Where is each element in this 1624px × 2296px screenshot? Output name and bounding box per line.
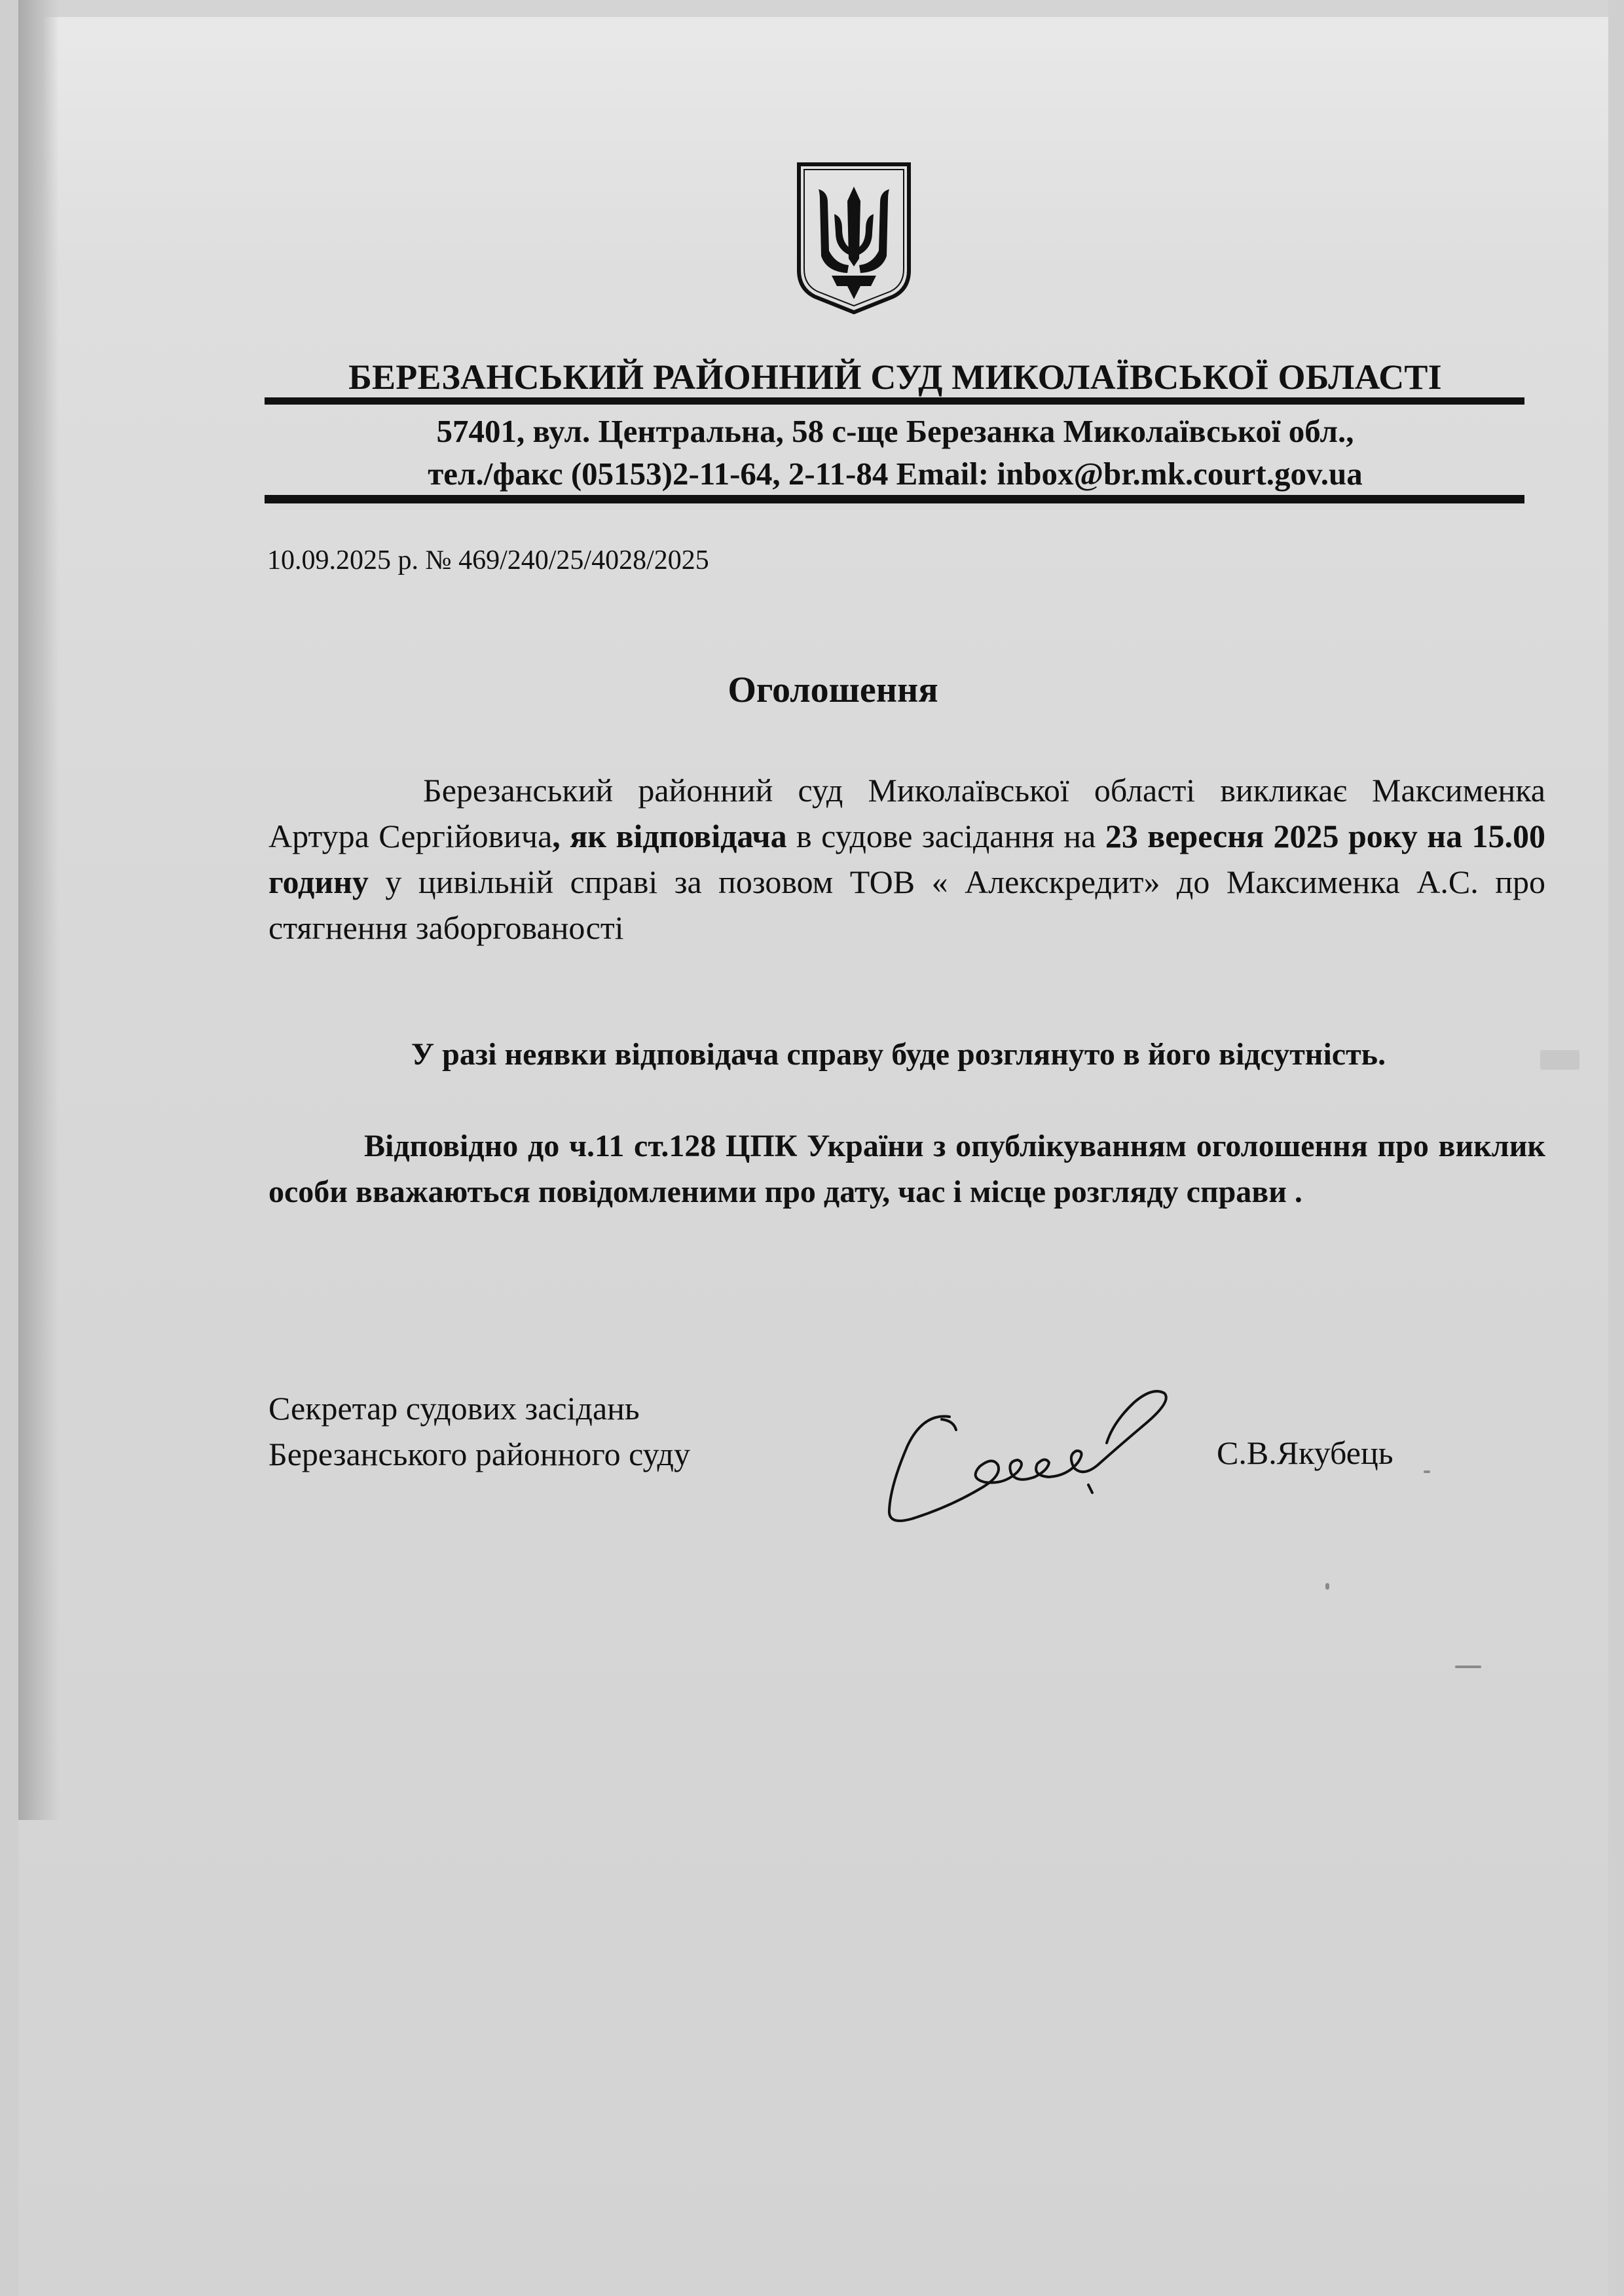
scan-edge-left xyxy=(0,0,18,2296)
signatory-position-line: Березанського районного суду xyxy=(268,1436,690,1472)
paragraph-text: у цивільній справі за позовом ТОВ « Алекскредит» до Максименка А.С. про стягнення заборгованості xyxy=(268,864,1545,946)
hearing-date-time: 23 вересня 2025 року на 15.00 годину xyxy=(268,818,1546,900)
scan-edge-right xyxy=(1608,0,1624,2296)
scan-speck xyxy=(1424,1470,1430,1473)
court-contacts: тел./факс (05153)2-11-64, 2-11-84 Email: inbox@br.mk.court.gov.ua xyxy=(428,456,1363,492)
document-reference: 10.09.2025 р. № 469/240/25/4028/2025 xyxy=(267,545,709,575)
header-divider-top xyxy=(265,397,1524,405)
scan-shadow-left xyxy=(18,0,59,1820)
scan-speck xyxy=(1540,1050,1579,1070)
announcement-paragraph xyxy=(268,767,1545,951)
paragraph-text: в судове засідання на xyxy=(786,818,1105,854)
header-divider-bottom xyxy=(265,495,1524,503)
handwritten-signature xyxy=(877,1374,1179,1531)
scan-speck xyxy=(1455,1666,1481,1668)
paragraph-emphasis-role: , як відповідача xyxy=(552,818,787,854)
document-title: Оголошення xyxy=(728,670,938,710)
paragraph-text: Березанський районний суд Миколаївської області викликає Максименка Артура Сергійовича xyxy=(268,772,1545,854)
absence-warning: У разі неявки відповідача справу буде розглянуто в його відсутність. xyxy=(411,1037,1386,1072)
legal-notice: Відповідно до ч.11 ст.128 ЦПК України з опублікуванням оголошення про виклик особи вважаються повідомленими про дату, час і місце розгляду справи . xyxy=(268,1129,1545,1209)
scan-speck xyxy=(1325,1583,1329,1590)
signatory-position-line: Секретар судових засідань xyxy=(268,1390,640,1427)
signatory-name: С.В.Якубець xyxy=(1217,1434,1393,1471)
signatory-position xyxy=(268,1385,690,1477)
court-name: БЕРЕЗАНСЬКИЙ РАЙОННИЙ СУД МИКОЛАЇВСЬКОЇ ОБЛАСТІ xyxy=(348,357,1442,397)
coat-of-arms-icon xyxy=(795,160,913,314)
court-address: 57401, вул. Центральна, 58 с-ще Березанка Миколаївської обл., xyxy=(436,413,1354,449)
scan-edge-top xyxy=(0,0,1624,17)
